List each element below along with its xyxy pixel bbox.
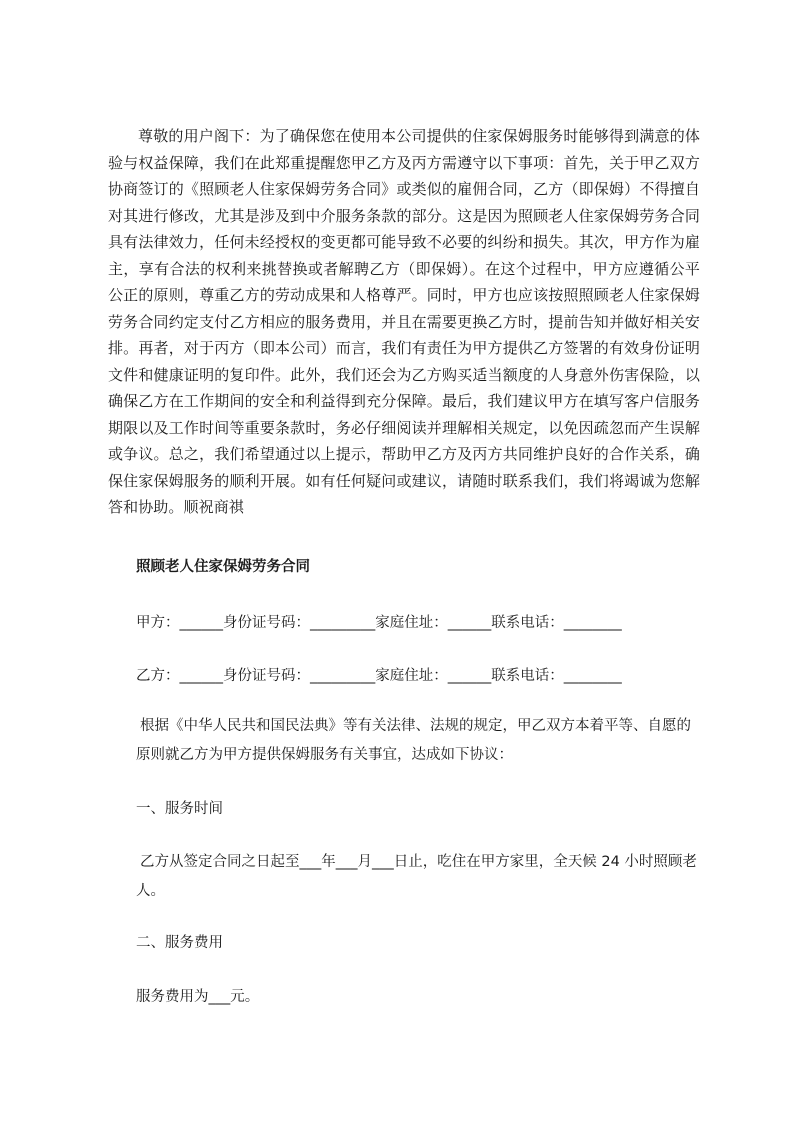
- intro-paragraph: 尊敬的用户阁下：为了确保您在使用本公司提供的住家保姆服务时能够得到满意的体验与权益保障，我们在此郑重提醒您甲乙方及丙方需遵守以下事项：首先，关于甲乙双方协商签订的《照顾老人住家保姆劳务合同》或类似的雇佣合同，乙方（即保姆）不得擅自对其进行修改，尤其是涉及到中介服务条款的部分。这是因为照顾老人住家保姆劳务合同具有法律效力，任何未经授权的变更都可能导致不必要的纠纷和损失。其次，甲方作为雇主，享有合法的权利来挑替换或者解聘乙方（即保姆）。在这个过程中，甲方应遵循公平公正的原则，尊重乙方的劳动成果和人格尊严。同时，甲方也应该按照照顾老人住家保姆劳务合同约定支付乙方相应的服务费用，并且在需要更换乙方时，提前告知并做好相关安排。再者，对于丙方（即本公司）而言，我们有责任为甲方提供乙方签署的有效身份证明文件和健康证明的复印件。此外，我们还会为乙方购买适当额度的人身意外伤害保险，以确保乙方在工作期间的安全和利益得到充分保障。最后，我们建议甲方在填写客户信服务期限以及工作时间等重要条款时，务必仔细阅读并理解相关规定，以免因疏忽而产生误解或争议。总之，我们希望通过以上提示，帮助甲乙方及丙方共同维护良好的合作关系，确保住家保姆服务的顺利开展。如有任何疑问或建议，请随时联系我们，我们将竭诚为您解答和协助。顺祝商祺: [108, 127, 700, 516]
- contract-title: 照顾老人住家保姆劳务合同: [136, 559, 310, 575]
- document-page: [108, 123, 700, 1005]
- section-1-body: 乙方从签定合同之日起至___年___月___日止，吃住在甲方家里，全天候 24 小时照顾老人。: [136, 854, 697, 899]
- party-a-line: 甲方：______身份证号码：_________家庭住址：______联系电话：________: [136, 615, 622, 631]
- preamble-paragraph: 根据《中华人民共和国民法典》等有关法律、法规的规定，甲乙双方本着平等、自愿的原则就乙方为甲方提供保姆服务有关事宜，达成如下协议：: [136, 718, 691, 763]
- section-1-heading: 一、服务时间: [136, 801, 223, 817]
- section-2-body: 服务费用为___元。: [136, 989, 260, 1005]
- party-b-line: 乙方：______身份证号码：_________家庭住址：______联系电话：________: [136, 668, 622, 684]
- section-2-heading: 二、服务费用: [136, 935, 223, 951]
